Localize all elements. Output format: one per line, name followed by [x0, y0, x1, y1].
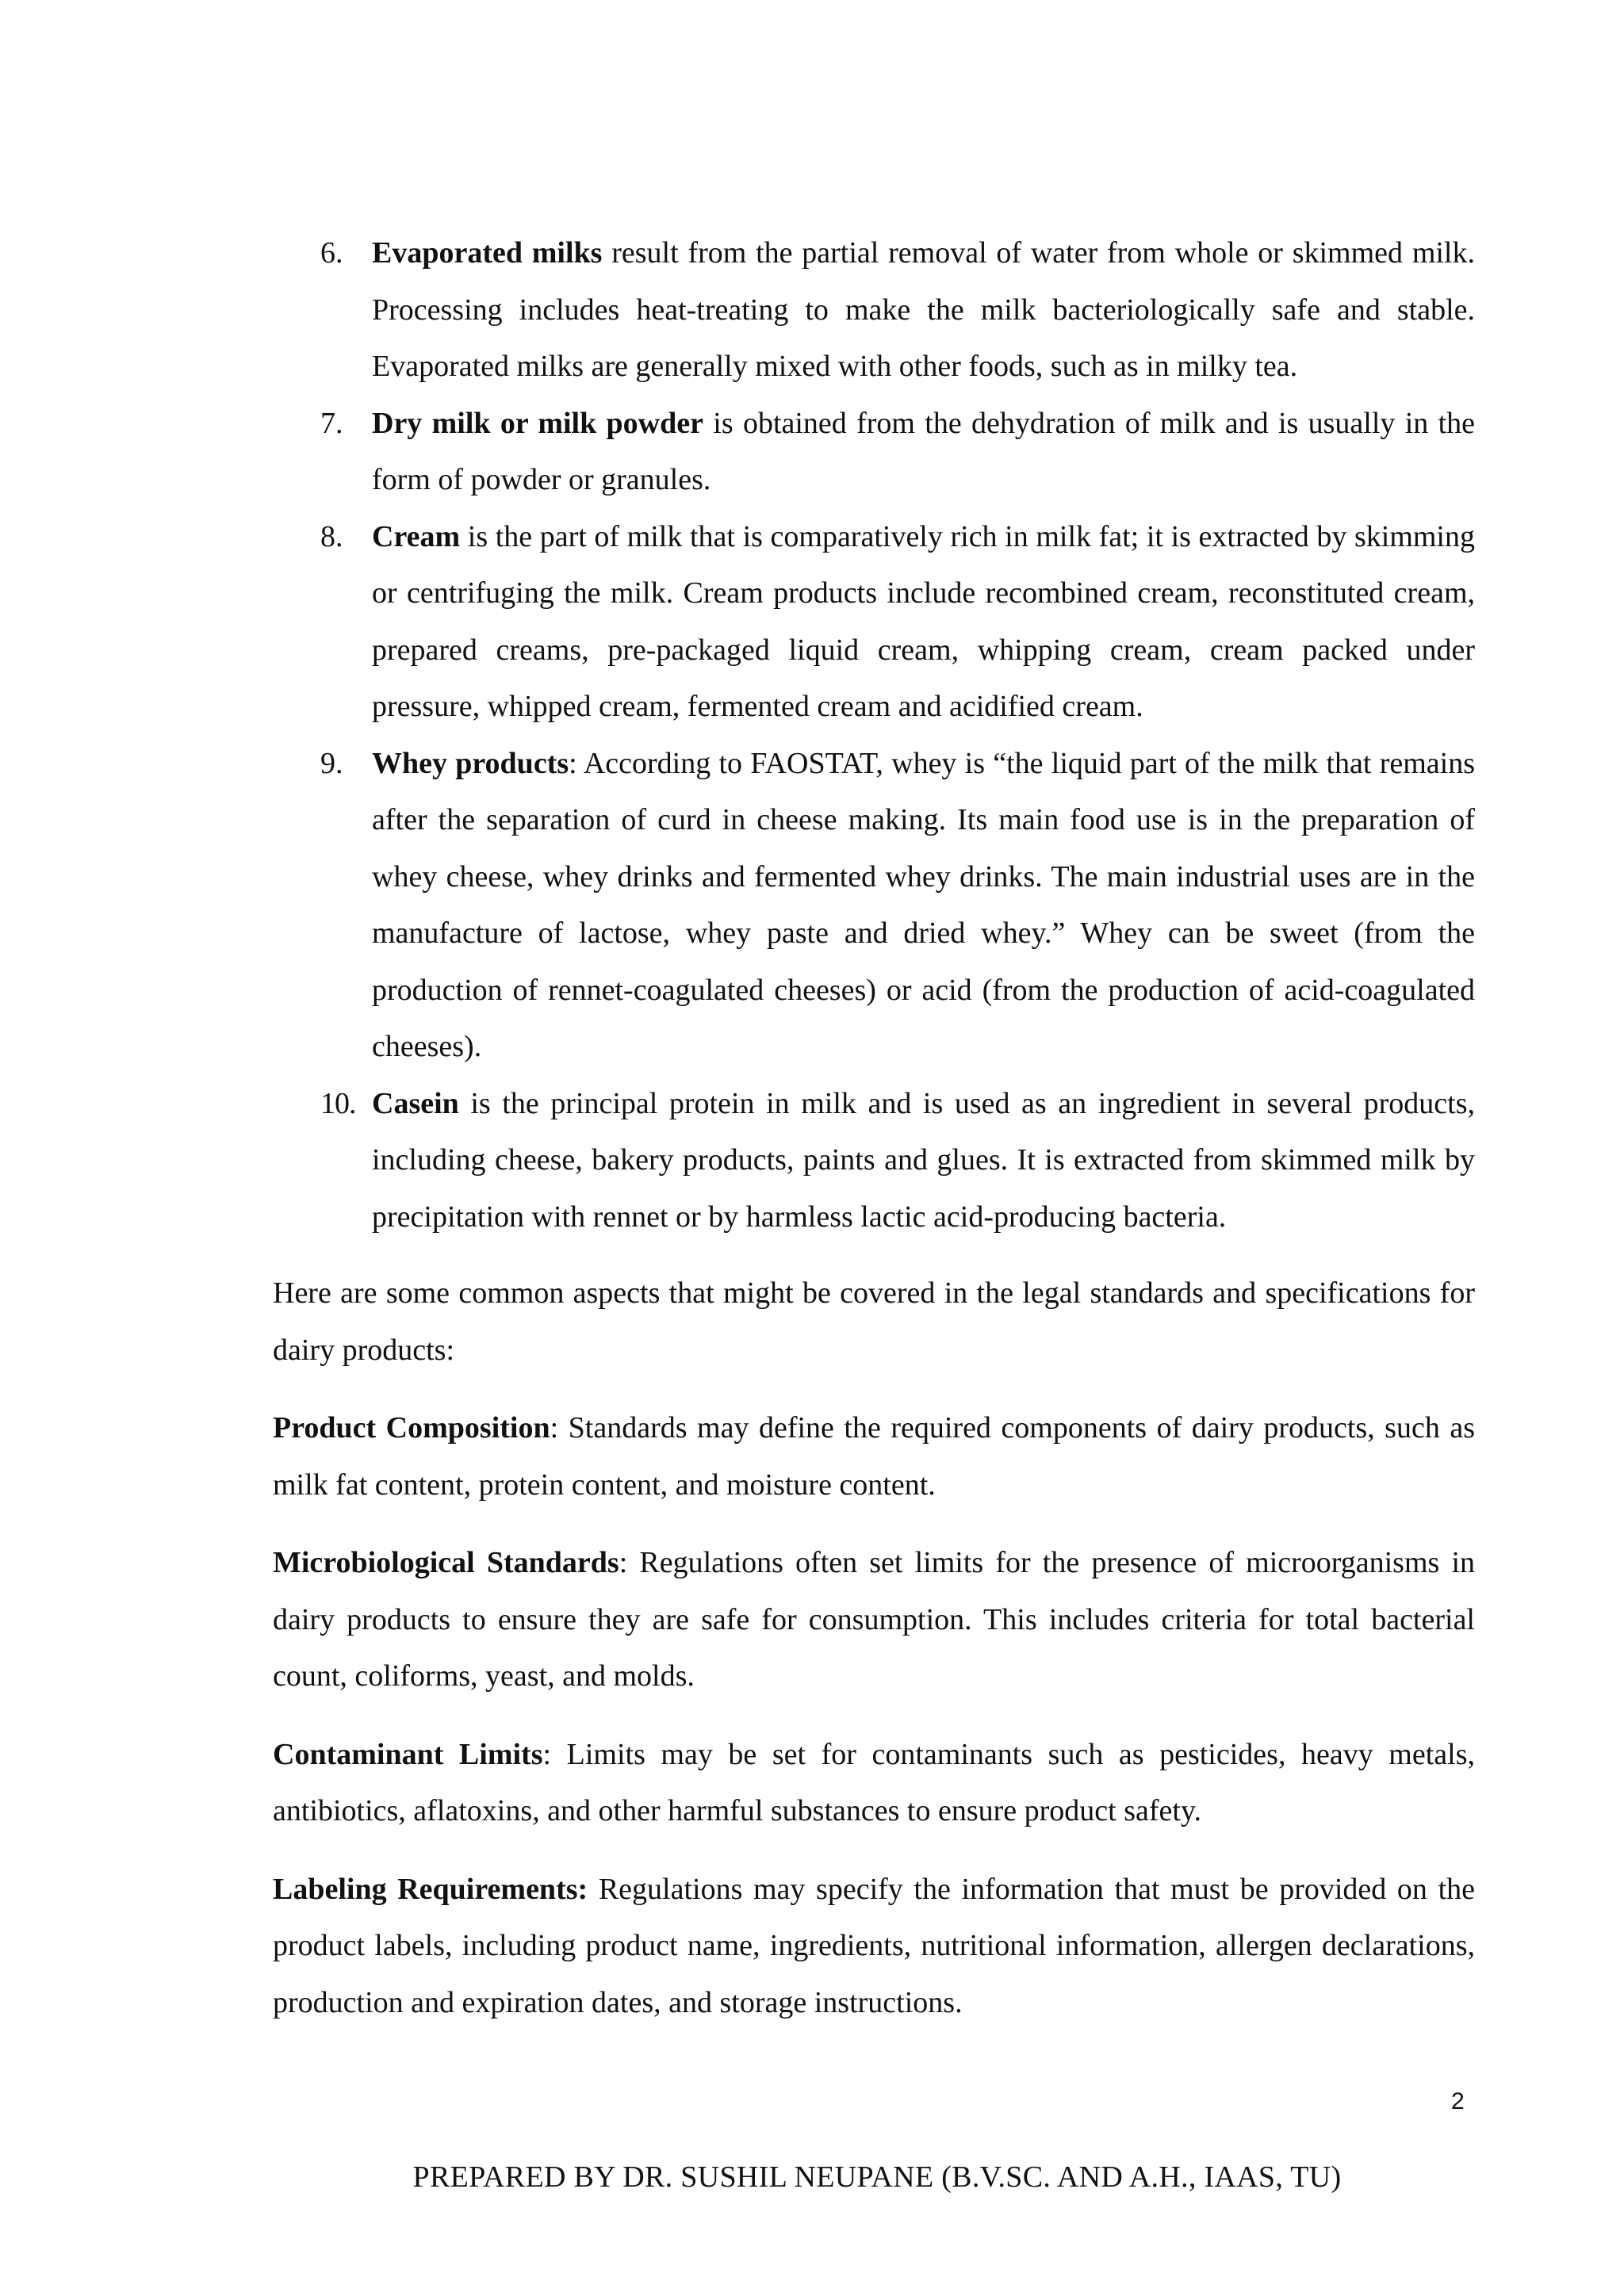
page-footer — [0, 2160, 1624, 2195]
list-item — [273, 509, 1475, 736]
section-term: Contaminant Limits — [273, 1737, 543, 1771]
footer-text: PREPARED BY DR. SUSHIL NEUPANE (B.V.SC. AND A.H., IAAS, TU) — [412, 2160, 1342, 2194]
list-item — [273, 396, 1475, 509]
page-number: 2 — [1451, 2088, 1465, 2114]
list-item-text: result from the partial removal of water from whole or skimmed milk. Processing includes heat-treating to make the milk bacteriologically safe and stable. Evaporated milks are generally mixed with other foods, such as in milky tea. — [372, 236, 1475, 383]
list-item-term: Cream — [372, 519, 461, 553]
page-content — [273, 225, 1475, 2031]
list-item — [273, 225, 1475, 396]
list-item-term: Dry milk or milk powder — [372, 406, 703, 440]
list-item-number: 9. — [320, 746, 343, 780]
section-text: : Regulations often set limits for the presence of microorganisms in dairy products to ensure they are safe for consumption. This includes criteria for total bacterial count, coliforms, yeast, and molds. — [273, 1546, 1475, 1693]
list-item — [273, 1076, 1475, 1246]
list-item-term: Whey products — [372, 746, 569, 780]
section-paragraph — [273, 1400, 1475, 1513]
section-term: Labeling Requirements: — [273, 1872, 588, 1906]
intro-paragraph: Here are some common aspects that might be covered in the legal standards and specifications for dairy products: — [273, 1276, 1475, 1367]
list-item-text: is the principal protein in milk and is used as an ingredient in several products, including cheese, bakery products, paints and glues. It is extracted from skimmed milk by precipitation with rennet or by harmless lactic acid-producing bacteria. — [372, 1086, 1475, 1234]
section-text: Regulations may specify the information that must be provided on the product labels, including product name, ingredients, nutritional information, allergen declarations, production and expiration dates, and storage instructions. — [273, 1872, 1475, 2019]
product-definition-list — [273, 225, 1475, 1246]
section-term: Product Composition — [273, 1411, 550, 1445]
section-paragraph — [273, 1535, 1475, 1705]
section-text: : Limits may be set for contaminants such as pesticides, heavy metals, antibiotics, aflatoxins, and other harmful substances to ensure product safety. — [273, 1737, 1475, 1827]
list-item-number: 7. — [320, 406, 343, 440]
list-item-text: : According to FAOSTAT, whey is “the liquid part of the milk that remains after the separation of curd in cheese making. Its main food use is in the preparation of whey cheese, whey drinks and fermented whey drinks. The main industrial uses are in the manufacture of lactose, whey paste and dried whey.” Whey can be sweet (from the production of rennet-coagulated cheeses) or acid (from the production of acid-coagulated cheeses). — [372, 746, 1476, 1063]
section-term: Microbiological Standards — [273, 1546, 619, 1579]
list-item-number: 10. — [320, 1086, 356, 1120]
list-item-number: 8. — [320, 519, 343, 553]
list-item-term: Casein — [372, 1086, 459, 1120]
list-item-term: Evaporated milks — [372, 236, 603, 270]
list-item — [273, 736, 1475, 1076]
list-item-number: 6. — [320, 236, 343, 270]
section-paragraph — [273, 1862, 1475, 2032]
section-paragraph — [273, 1727, 1475, 1840]
list-item-text: is the part of milk that is comparatively rich in milk fat; it is extracted by skimming or centrifuging the milk. Cream products include recombined cream, reconstituted cream, prepared creams, pre-packaged liquid cream, whipping cream, cream packed under pressure, whipped cream, fermented cream and acidified cream. — [372, 519, 1475, 723]
section-text: : Standards may define the required components of dairy products, such as milk fat content, protein content, and moisture content. — [273, 1411, 1475, 1502]
list-item-text: is obtained from the dehydration of milk and is usually in the form of powder or granules. — [372, 406, 1475, 496]
